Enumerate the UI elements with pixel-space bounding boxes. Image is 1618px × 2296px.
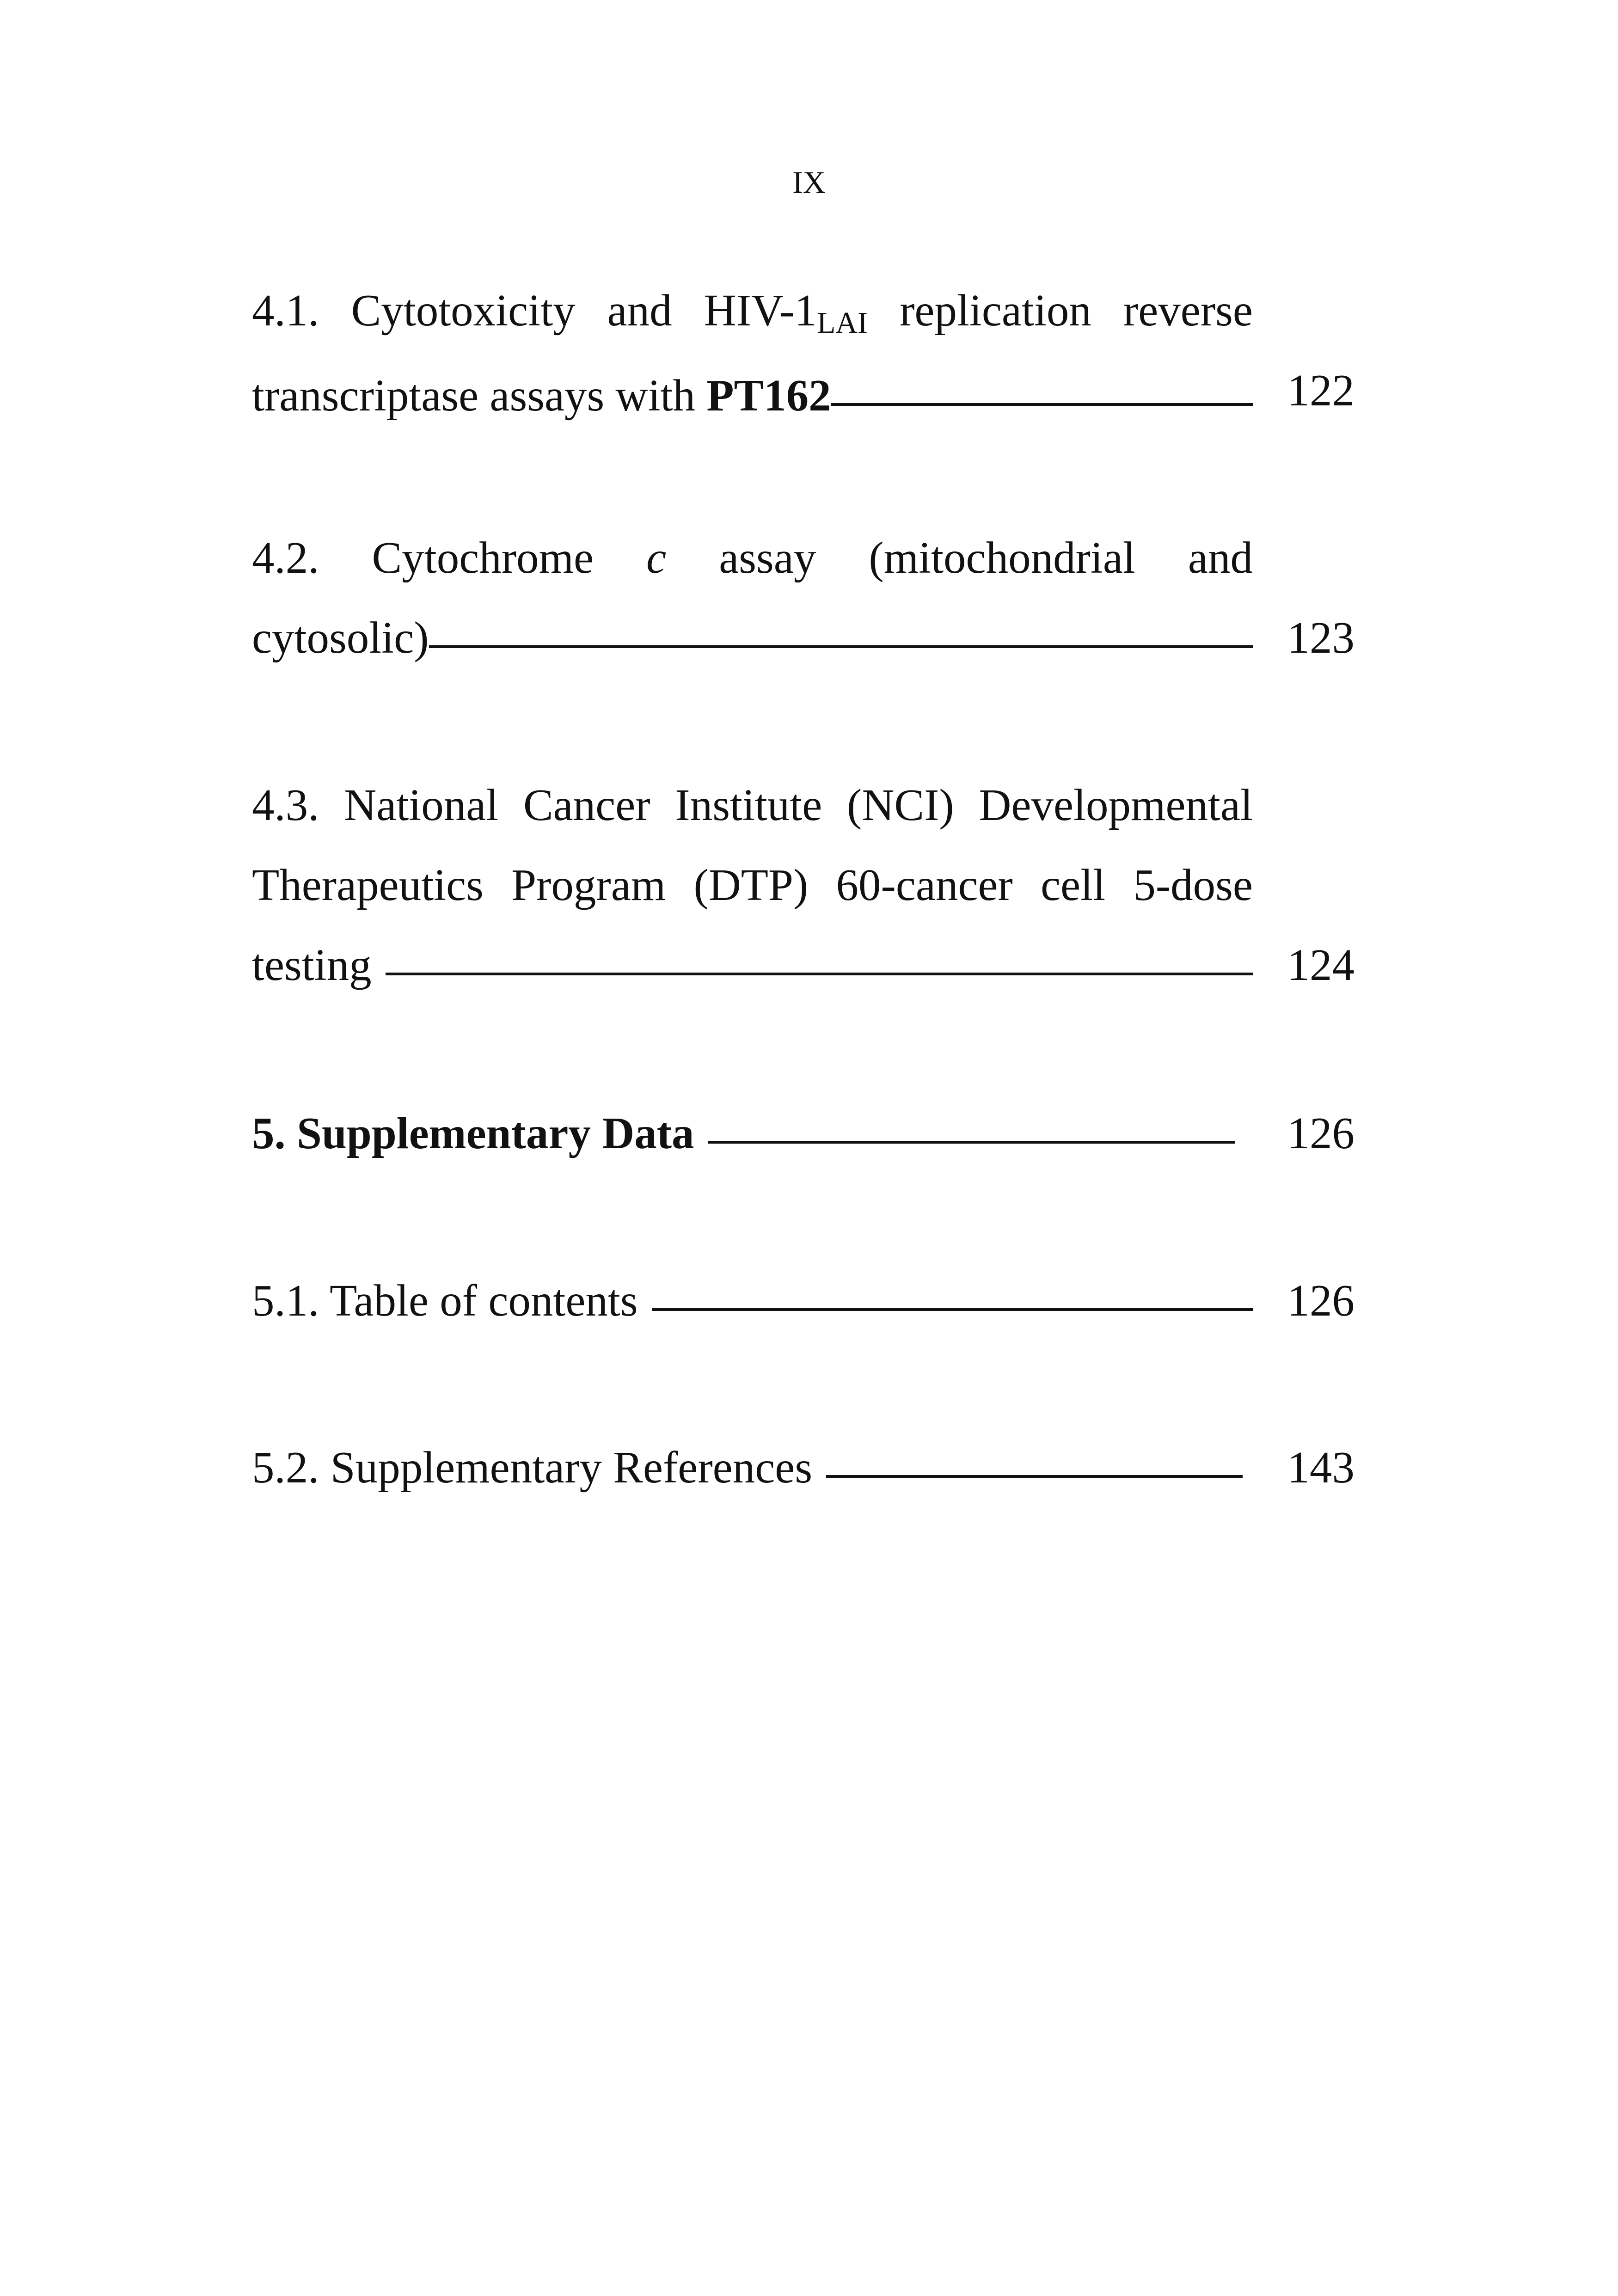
dot-leader bbox=[429, 645, 1253, 648]
toc-entry-number: 4.2. bbox=[252, 533, 319, 582]
dot-leader bbox=[831, 403, 1253, 406]
dot-leader bbox=[826, 1475, 1243, 1478]
page-ref-5-1: 126 bbox=[1287, 1276, 1354, 1325]
word: Therapeutics bbox=[252, 860, 484, 910]
word-hiv: HIV-1LAI bbox=[704, 286, 868, 340]
entry-text: 5.1. Table of contents bbox=[252, 1276, 638, 1325]
toc-entry-4-3[interactable] bbox=[252, 765, 1253, 1005]
toc-entry-5-line bbox=[252, 1093, 1253, 1173]
toc-entry-5-1[interactable] bbox=[252, 1261, 1253, 1341]
page-ref-5: 126 bbox=[1287, 1108, 1354, 1158]
word: reverse bbox=[1123, 286, 1253, 335]
word: and bbox=[607, 286, 672, 335]
subscript-lai: LAI bbox=[817, 306, 868, 340]
toc-entry-4-1[interactable] bbox=[252, 270, 1253, 435]
word: Developmental bbox=[979, 780, 1253, 830]
toc-entry-4-1-line-1 bbox=[252, 270, 1253, 355]
word: Institute bbox=[675, 780, 822, 830]
word: Cytotoxicity bbox=[351, 286, 576, 335]
word: (mitochondrial bbox=[869, 533, 1135, 582]
page-ref-4-1: 122 bbox=[1287, 366, 1354, 415]
word: Program bbox=[511, 860, 666, 910]
entry-text: testing bbox=[252, 940, 372, 990]
word: National bbox=[344, 780, 499, 830]
page-ref-4-2: 123 bbox=[1287, 613, 1354, 662]
entry-text: cytosolic) bbox=[252, 613, 429, 662]
entry-text: 5.2. Supplementary References bbox=[252, 1443, 813, 1492]
compound-name: PT162 bbox=[706, 371, 831, 420]
toc-entry-number: 4.1. bbox=[252, 286, 319, 335]
word: 5-dose bbox=[1133, 860, 1253, 910]
word: (DTP) bbox=[693, 860, 809, 910]
dot-leader bbox=[708, 1141, 1235, 1144]
entry-text: transcriptase assays with bbox=[252, 371, 707, 420]
toc-entry-5-2-line bbox=[252, 1427, 1253, 1507]
word: (NCI) bbox=[847, 780, 954, 830]
section-heading: 5. Supplementary Data bbox=[252, 1108, 694, 1158]
toc-entry-4-2-line-1 bbox=[252, 518, 1253, 598]
word: Cytochrome bbox=[372, 533, 594, 582]
toc-entry-4-3-line-2 bbox=[252, 845, 1253, 925]
word: cell bbox=[1041, 860, 1106, 910]
toc-entry-4-3-line-3 bbox=[252, 925, 1253, 1005]
toc-entry-4-2-line-2 bbox=[252, 598, 1253, 678]
word: assay bbox=[719, 533, 816, 582]
page-ref-5-2: 143 bbox=[1287, 1443, 1354, 1492]
word: Cancer bbox=[523, 780, 650, 830]
dot-leader bbox=[386, 973, 1253, 975]
word: replication bbox=[900, 286, 1091, 335]
page-ref-4-3: 124 bbox=[1287, 940, 1354, 990]
word: and bbox=[1188, 533, 1253, 582]
toc-entry-4-3-line-1 bbox=[252, 765, 1253, 845]
toc-entry-4-2[interactable] bbox=[252, 518, 1253, 678]
dot-leader bbox=[652, 1308, 1253, 1311]
toc-entry-5-1-line bbox=[252, 1261, 1253, 1341]
word: 60-cancer bbox=[836, 860, 1013, 910]
toc-entry-number: 4.3. bbox=[252, 780, 319, 830]
word-italic: c bbox=[646, 533, 667, 582]
toc-entry-4-1-line-2 bbox=[252, 355, 1253, 435]
toc-entry-5-2[interactable] bbox=[252, 1427, 1253, 1507]
toc-entry-5[interactable] bbox=[252, 1093, 1253, 1173]
page-number: IX bbox=[792, 165, 826, 200]
